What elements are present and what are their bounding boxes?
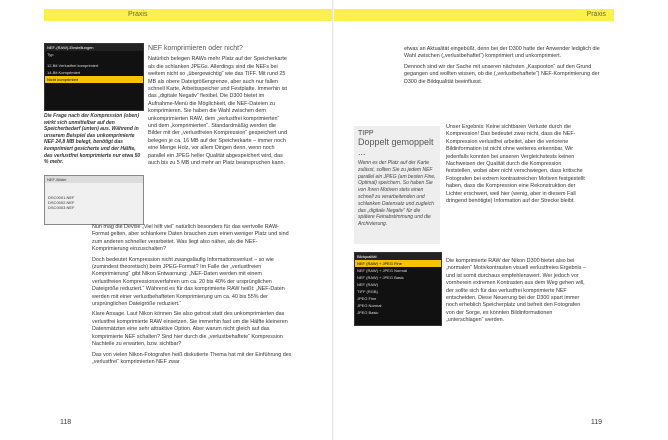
- left-column-bottom: [92, 224, 292, 369]
- menu-item: JPEG Basic: [357, 310, 379, 315]
- camera-menu-screen-left: [44, 43, 144, 111]
- paragraph: etwas an Aktualität eingebüßt, denn bei der D300 hatte der Anwender lediglich die Wahl zwischen („verlustbehaftet“) komprimiert und unkomprimiert.: [404, 46, 600, 60]
- screen-title: Bildqualität: [355, 253, 441, 260]
- header-label-left: Praxis: [128, 11, 148, 18]
- right-page: [334, 0, 668, 440]
- file-row: DSC0002.NEF: [48, 200, 75, 205]
- menu-item: JPEG Fine: [357, 296, 377, 301]
- tip-label: TIPP: [358, 130, 374, 137]
- camera-menu-screen-right: [354, 252, 442, 326]
- file-row: DSC0003.NEF: [48, 205, 75, 210]
- paragraph: Nun mag die Devise „Viel hilft viel“ natürlich besonders für das wertvolle RAW-Format gelten, aber schlankere Daten brauchen zum einen weniger Platz und sind zum anderen schneller verarbeitet. Was liegt also näher, als die NEF-Komprimierung einzuschalten?: [92, 224, 289, 253]
- paragraph: Die komprimierte RAW der Nikon D300 bietet also bei „normalen“ Motivkontrasten visuell verlustfreies Ergebnis – und ist somit durchaus empfehlenswert. Wer jedoch vor vornherein extremen Kontrasten aus dem Weg gehen will, der sollte sich für das verlustfrei komprimierte NEF entscheiden. Diese Neuerung bei der D300 spart immer noch erheblich Speicherplatz und befreit den Fotografen von der Sorge, es könnten Bildinformationen „unterschlagen“ werden.: [446, 258, 586, 324]
- paragraph: Natürlich belegen RAWs mehr Platz auf der Speicherkarte als die schlanken JPEGs. Allerdings sind die NEFs bei weitem nicht so „übergewichtig“ wie das TIFF. Mit rund 25 MB als obere Dateigrößengrenze, aber auch nur fallen schnell Karte, Arbeitsspeicher und Festplatte. Immerhin ist das „digitale Negativ“ flexibel. Die D300 bietet im Aufnahme-Menü die Möglichkeit, die NEF-Dateien zu komprimieren. Sie haben die Wahl zwischen dem unkomprimierten RAW, dem „verlustfrei komprimierten“ und dem „komprimierten“. Standardmäßig werden die Bilder mit der „verlustfreien Kompression“ gespeichert und belegen je ca. 16 MB auf der Speicherkarte – immer noch eine Menge Holz, vor allem Dingen denn, wenn noch parallel ein JPEG heller Qualität abgespeichert wird, das auch bis zu 5 MB und mehr an Platz beanspruchen kann.: [148, 56, 288, 167]
- header-bar-left: [44, 9, 334, 21]
- right-column-bottom: [446, 258, 586, 328]
- tip-text: Wenn es der Platz auf der Karte zulässt, sollten Sie zu jedem NEF parallel ein JPEG (am besten Fine, Optimal) speichern. So haben Sie von Ihren Motiven stets einen schnell zu verarbeitenden und schlanken Datensatz und zugleich das „digitale Negativ“ für die spätere Feinabstimmung und die Archivierung.: [358, 160, 436, 228]
- right-column-middle: [446, 124, 586, 208]
- figure-caption: Die Frage nach der Kompression (oben) wirkt sich unmittelbar auf den Speicherbedarf (unten) aus. Während in unserem Beispiel das unkomprimierte NEF 24,8 MB belegt, benötigt das komprimiert gesicherte und der Hälfte, das verlustfrei komprimierte nur etwa 50 % mehr.: [44, 113, 141, 166]
- page-number-left: 118: [60, 419, 72, 426]
- window-title: NEF-Bilder: [45, 176, 143, 183]
- paragraph: Unser Ergebnis: Keine sichtbaren Verluste durch die Kompression! Das bedeutet zwar nicht, dass die NEF-Kompression verlustfrei arbeitet, aber die verlorene Bildinformation ist nicht ohne weiteres erkennbar. Wir jedenfalls konnten bei unseren Vergleichstests keinen Nachweisen der Qualität durch die Kompression feststellen, wobei aber nicht verschwiegen, dass kritische Fotografen bei extrem kontrastreichen Motiven festgestellt haben, dass die Kompression eine Rekonstruktion der Lichter erschwert, weil hier (wenig, aber in diesem Fall dringend benötigte) Information auf der Strecke bleibt.: [446, 124, 585, 205]
- file-list: [45, 183, 143, 210]
- page-number-right: 119: [590, 419, 602, 426]
- file-row: DSC0001.NEF: [48, 195, 75, 200]
- tip-box: [354, 126, 440, 244]
- header-bar-right: [334, 9, 614, 21]
- menu-item: 12-Bit Verlustfrei komprimiert: [47, 63, 99, 68]
- paragraph: Das von vielen Nikon-Fotografen heiß diskutierte Thema hat mit der Einführung des „verlustfrei“ komprimierten NEF zwar: [92, 351, 292, 365]
- section-title: NEF komprimieren oder nicht?: [148, 45, 243, 52]
- screen-subtitle: Typ: [47, 52, 54, 57]
- header-label-right: Praxis: [586, 11, 606, 18]
- left-column-top: [148, 45, 288, 171]
- paragraph: Klare Ansage. Laut Nikon können Sie also getrost statt des unkomprimierten das verlustfrei komprimierte RAW einsetzen. Sie immerhin fast um die Hälfte kleineren Datenmätzten eine sehr attraktive Option. Aber warum nicht gleich auf das komprimierte NEF schalten? Sind hier durch die „verlustbehaftete“ Kompression Nachteile zu erwarten, bzw. sichtbar?: [92, 311, 288, 348]
- screen-title: NEF-(RAW)-Einstellungen: [45, 44, 143, 51]
- menu-item: NEF (RAW) + JPEG Normal: [357, 268, 407, 273]
- menu-item: NEF (RAW): [357, 282, 378, 287]
- menu-item-selected: Nicht komprimiert: [45, 76, 143, 83]
- tip-title: Doppelt gemoppelt ...: [358, 137, 434, 157]
- file-window: [44, 175, 144, 225]
- paragraph: Doch bedeutet Kompression nicht zwangsläufig Informationsverlust – so wie (zumindest theoretisch) beim JPEG-Format? Im Falle der „verlustfreien Komprimierung“ gibt Nikon Entwarnung: „NEF-Daten werden mit einem verlustfreien Kompressionsverfahren um ca. 20 bis 40% der ursprünglichen Dateigröße reduziert.“ Während es für das komprimierte RAW heißt: „NEF-Daten werden mit einer verlustbehafteten Komprimierung um ca. 40 bis 55% der ursprünglichen Dateigröße reduziert.“: [92, 256, 285, 308]
- menu-item-selected: NEF (RAW) + JPEG Fine: [355, 260, 441, 267]
- menu-item: JPEG Normal: [357, 303, 382, 308]
- paragraph: Dennoch sind wir der Sache mit unseren nächsten „Kaspooton“ auf den Grund gegangen und wollten wissen, ob die („verlustbehaftete“) NEF-Komprimierung der D300 die Bildqualität beeinflusst.: [404, 63, 600, 85]
- menu-item: TIFF (RGB): [357, 289, 378, 294]
- menu-item: NEF (RAW) + JPEG Basic: [357, 275, 404, 280]
- menu-item: 14-Bit Komprimiert: [47, 70, 81, 75]
- right-column-top: [404, 46, 604, 89]
